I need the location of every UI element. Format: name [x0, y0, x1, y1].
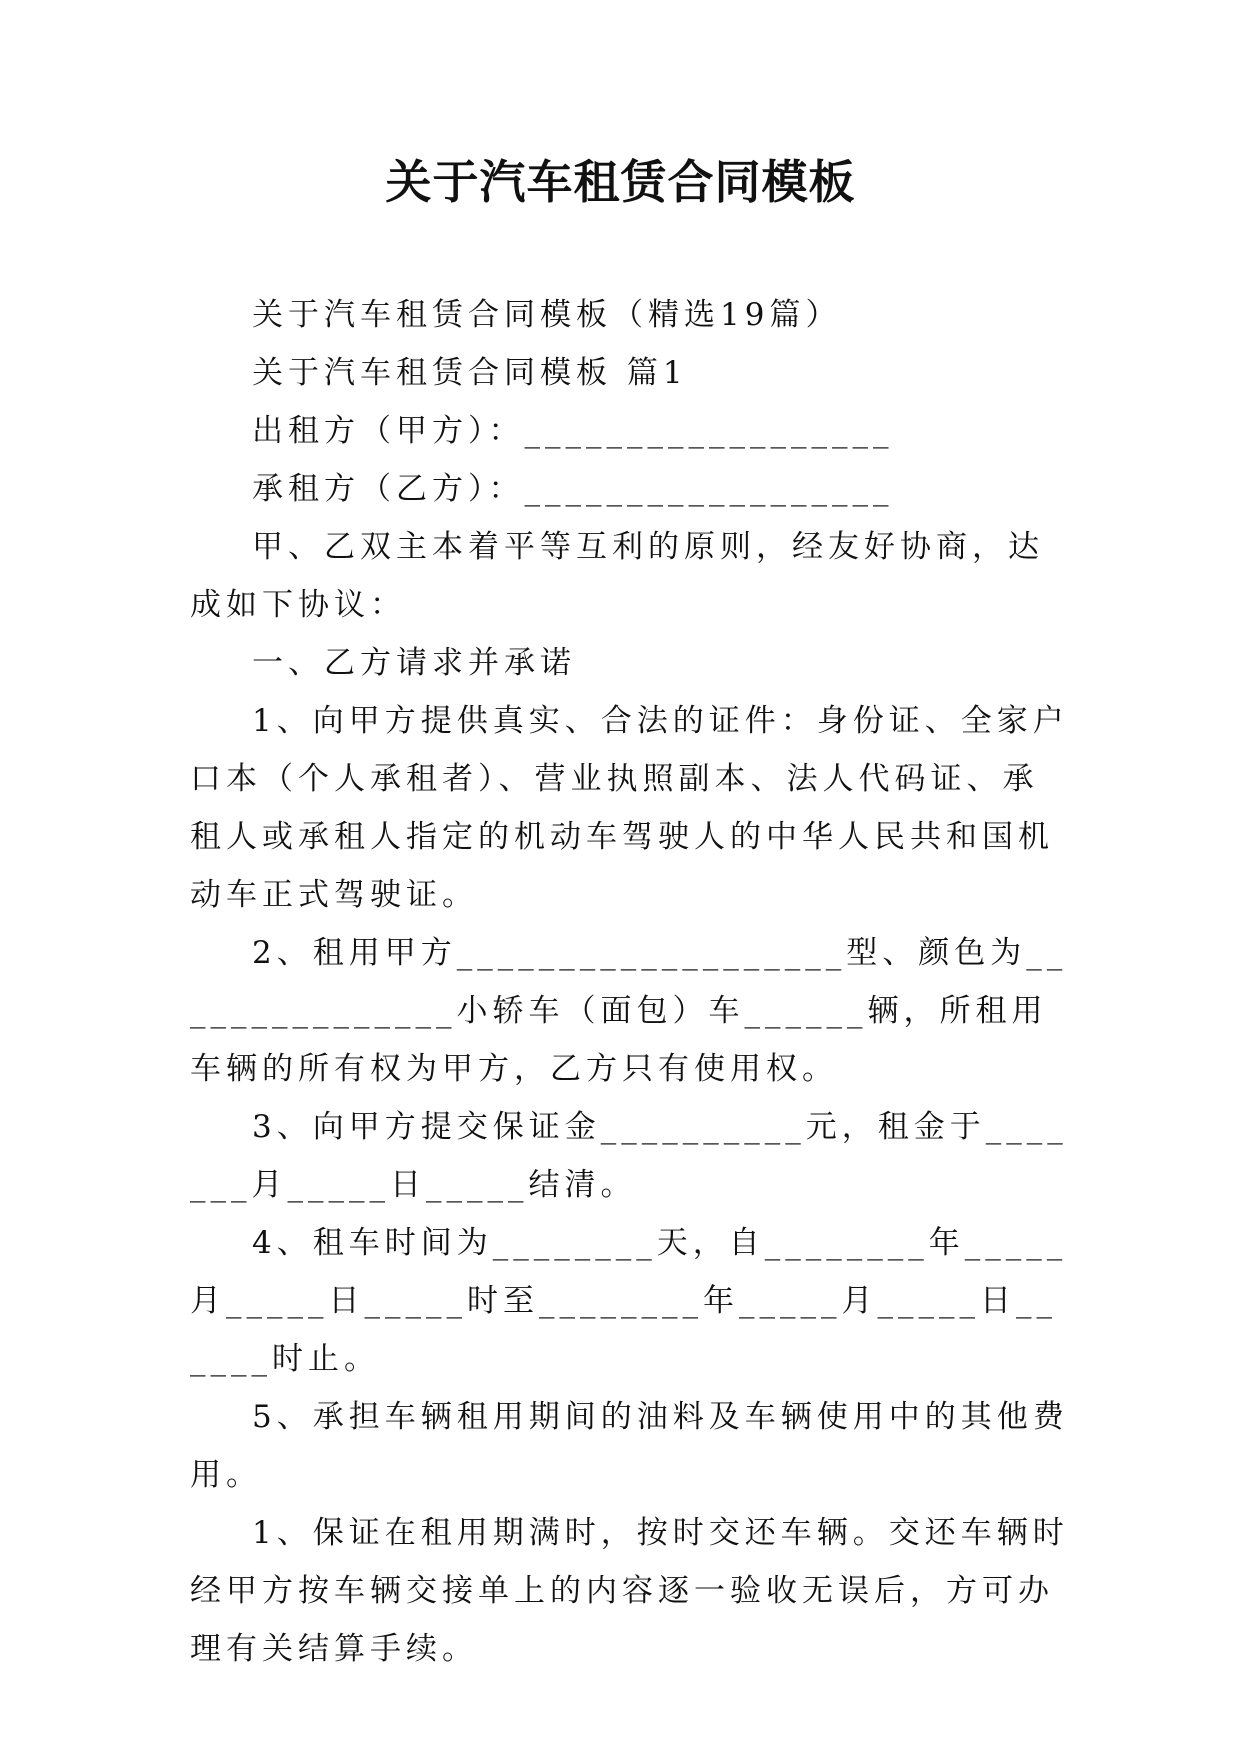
paragraph-clause-5: 5、承担车辆租用期间的油料及车辆使用中的其他费用。 [190, 1399, 1069, 1493]
document-title: 关于汽车租赁合同模板 [385, 155, 856, 209]
paragraph-section-heading: 关于汽车租赁合同模板 篇1 [252, 355, 688, 391]
paragraph-subtitle: 关于汽车租赁合同模板（精选19篇） [252, 297, 842, 333]
paragraph-clause-1: 1、向甲方提供真实、合法的证件：身份证、全家户口本（个人承租者）、营业执照副本、法人代码证、承租人或承租人指定的机动车驾驶人的中华人民共和国机动车正式驾驶证。 [190, 703, 1069, 913]
paragraph-return-clause: 1、保证在租用期满时，按时交还车辆。交还车辆时经甲方按车辆交接单上的内容逐一验收无误后，方可办理有关结算手续。 [190, 1515, 1069, 1667]
paragraph-clause-heading: 一、乙方请求并承诺 [252, 645, 576, 681]
document-body [190, 286, 1070, 1678]
paragraph-clause-2: 2、租用甲方___________________型、颜色为_______________小轿车（面包）车______辆，所租用车辆的所有权为甲方，乙方只有使用权。 [190, 935, 1068, 1087]
paragraph-clause-3: 3、向甲方提交保证金__________元，租金于_______月_____日_____结清。 [190, 1109, 1068, 1203]
paragraph-lessee: 承租方（乙方）：__________________ [252, 471, 894, 507]
paragraph-intro: 甲、乙双主本着平等互利的原则，经友好协商，达成如下协议： [190, 529, 1044, 623]
paragraph-lessor: 出租方（甲方）：__________________ [252, 413, 894, 449]
paragraph-clause-4: 4、租车时间为________天，自________年_____月_____日_____时至________年_____月_____日______时止。 [190, 1225, 1068, 1377]
